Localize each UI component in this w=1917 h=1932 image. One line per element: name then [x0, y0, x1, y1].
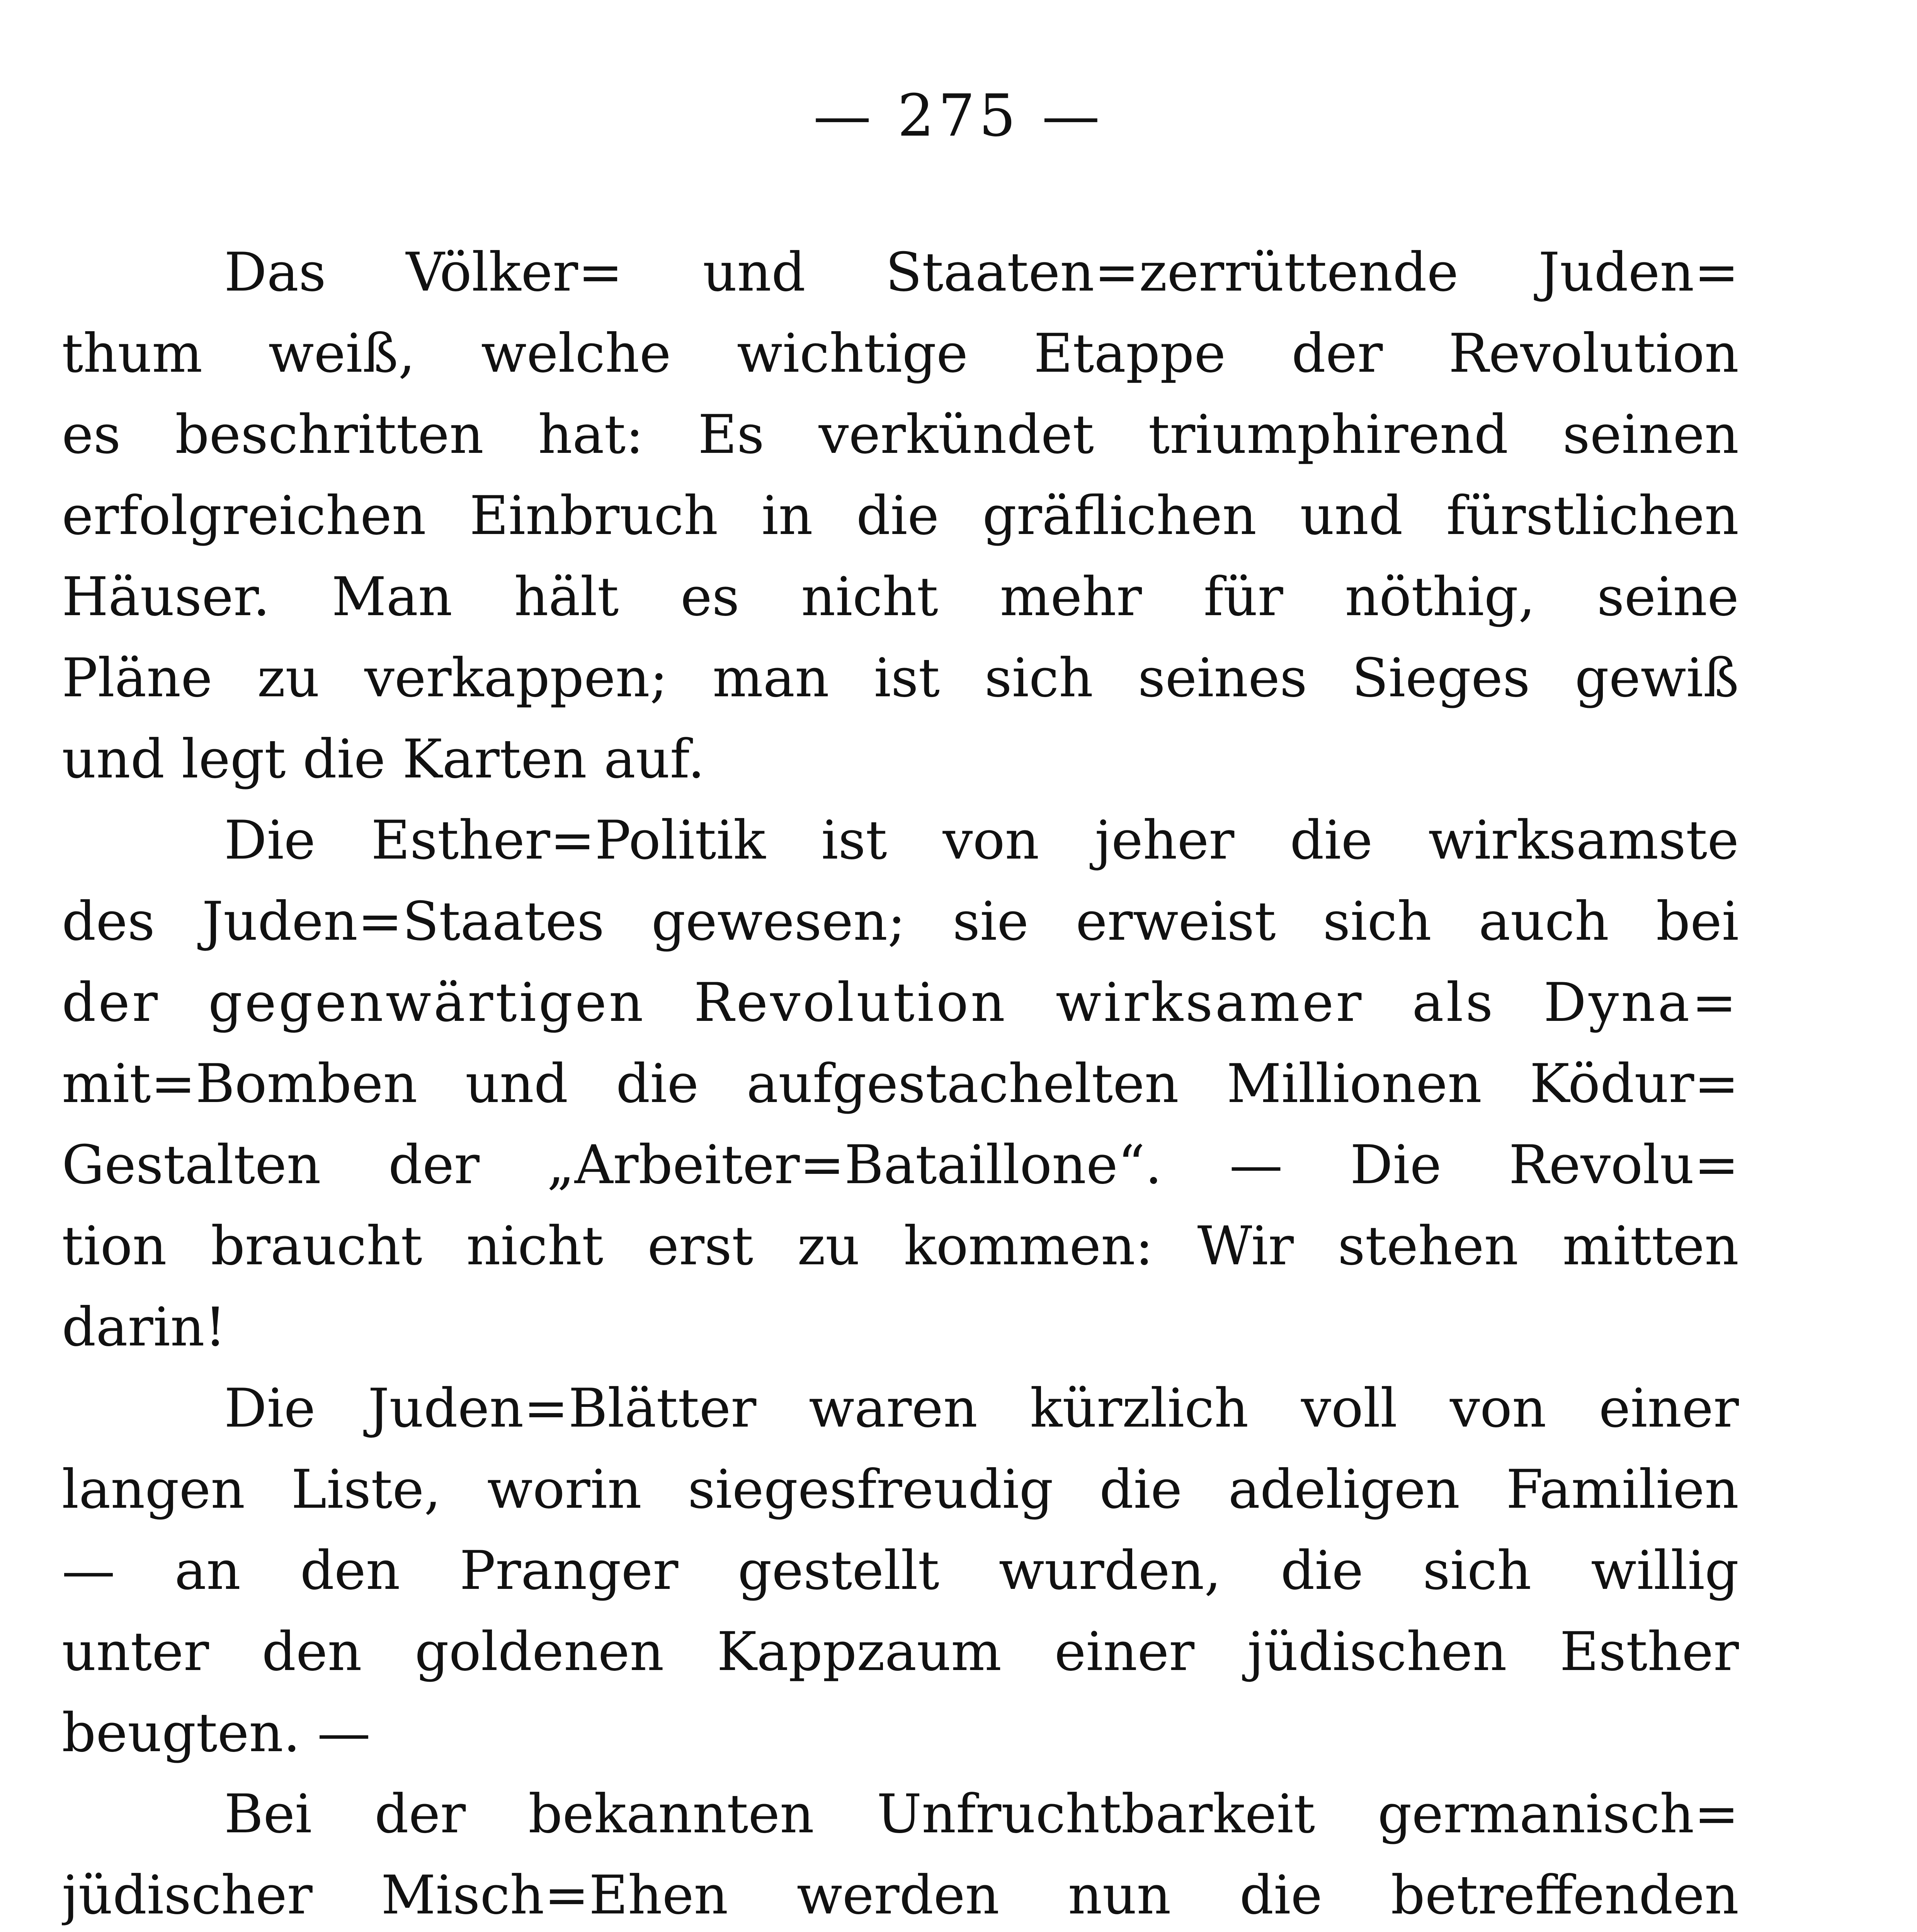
text-line: und legt die Karten auf. — [62, 728, 705, 790]
page-number-header: — 275 — — [813, 82, 1104, 150]
text-line: thum weiß, welche wichtige Etappe der Revolution — [62, 322, 1739, 384]
text-line: jüdischer Misch=Ehen werden nun die betreffenden — [62, 1864, 1739, 1926]
text-line: Pläne zu verkappen; man ist sich seines Sieges gewiß — [62, 647, 1739, 709]
text-line: erfolgreichen Einbruch in die gräflichen und fürstlichen — [62, 485, 1739, 547]
body-text — [62, 232, 1739, 1932]
text-line: darin! — [62, 1296, 226, 1358]
text-line: es beschritten hat: Es verkündet triumphirend seinen — [62, 403, 1739, 466]
text-line: Gestalten der „Arbeiter=Bataillone“. — Die Revolu= — [62, 1134, 1739, 1196]
text-line: Häuser. Man hält es nicht mehr für nöthig, seine — [62, 566, 1739, 628]
text-line: Die Juden=Blätter waren kürzlich voll von einer — [224, 1377, 1739, 1439]
text-line: Das Völker= und Staaten=zerrüttende Juden= — [224, 241, 1739, 303]
text-line: des Juden=Staates gewesen; sie erweist sich auch bei — [62, 890, 1739, 952]
text-line: Bei der bekannten Unfruchtbarkeit germanisch= — [224, 1783, 1739, 1845]
text-line: mit=Bomben und die aufgestachelten Millionen Ködur= — [62, 1053, 1739, 1115]
text-line: Die Esther=Politik ist von jeher die wirksamste — [224, 809, 1739, 871]
text-line: — an den Pranger gestellt wurden, die sich willig — [62, 1539, 1739, 1602]
text-line: tion braucht nicht erst zu kommen: Wir stehen mitten — [62, 1215, 1739, 1277]
text-line: langen Liste, worin siegesfreudig die adeligen Familien — [62, 1458, 1739, 1520]
text-line: der gegenwärtigen Revolution wirksamer als Dyna= — [62, 971, 1739, 1034]
text-line: unter den goldenen Kappzaum einer jüdischen Esther — [62, 1621, 1739, 1683]
text-line: beugten. — — [62, 1702, 371, 1764]
